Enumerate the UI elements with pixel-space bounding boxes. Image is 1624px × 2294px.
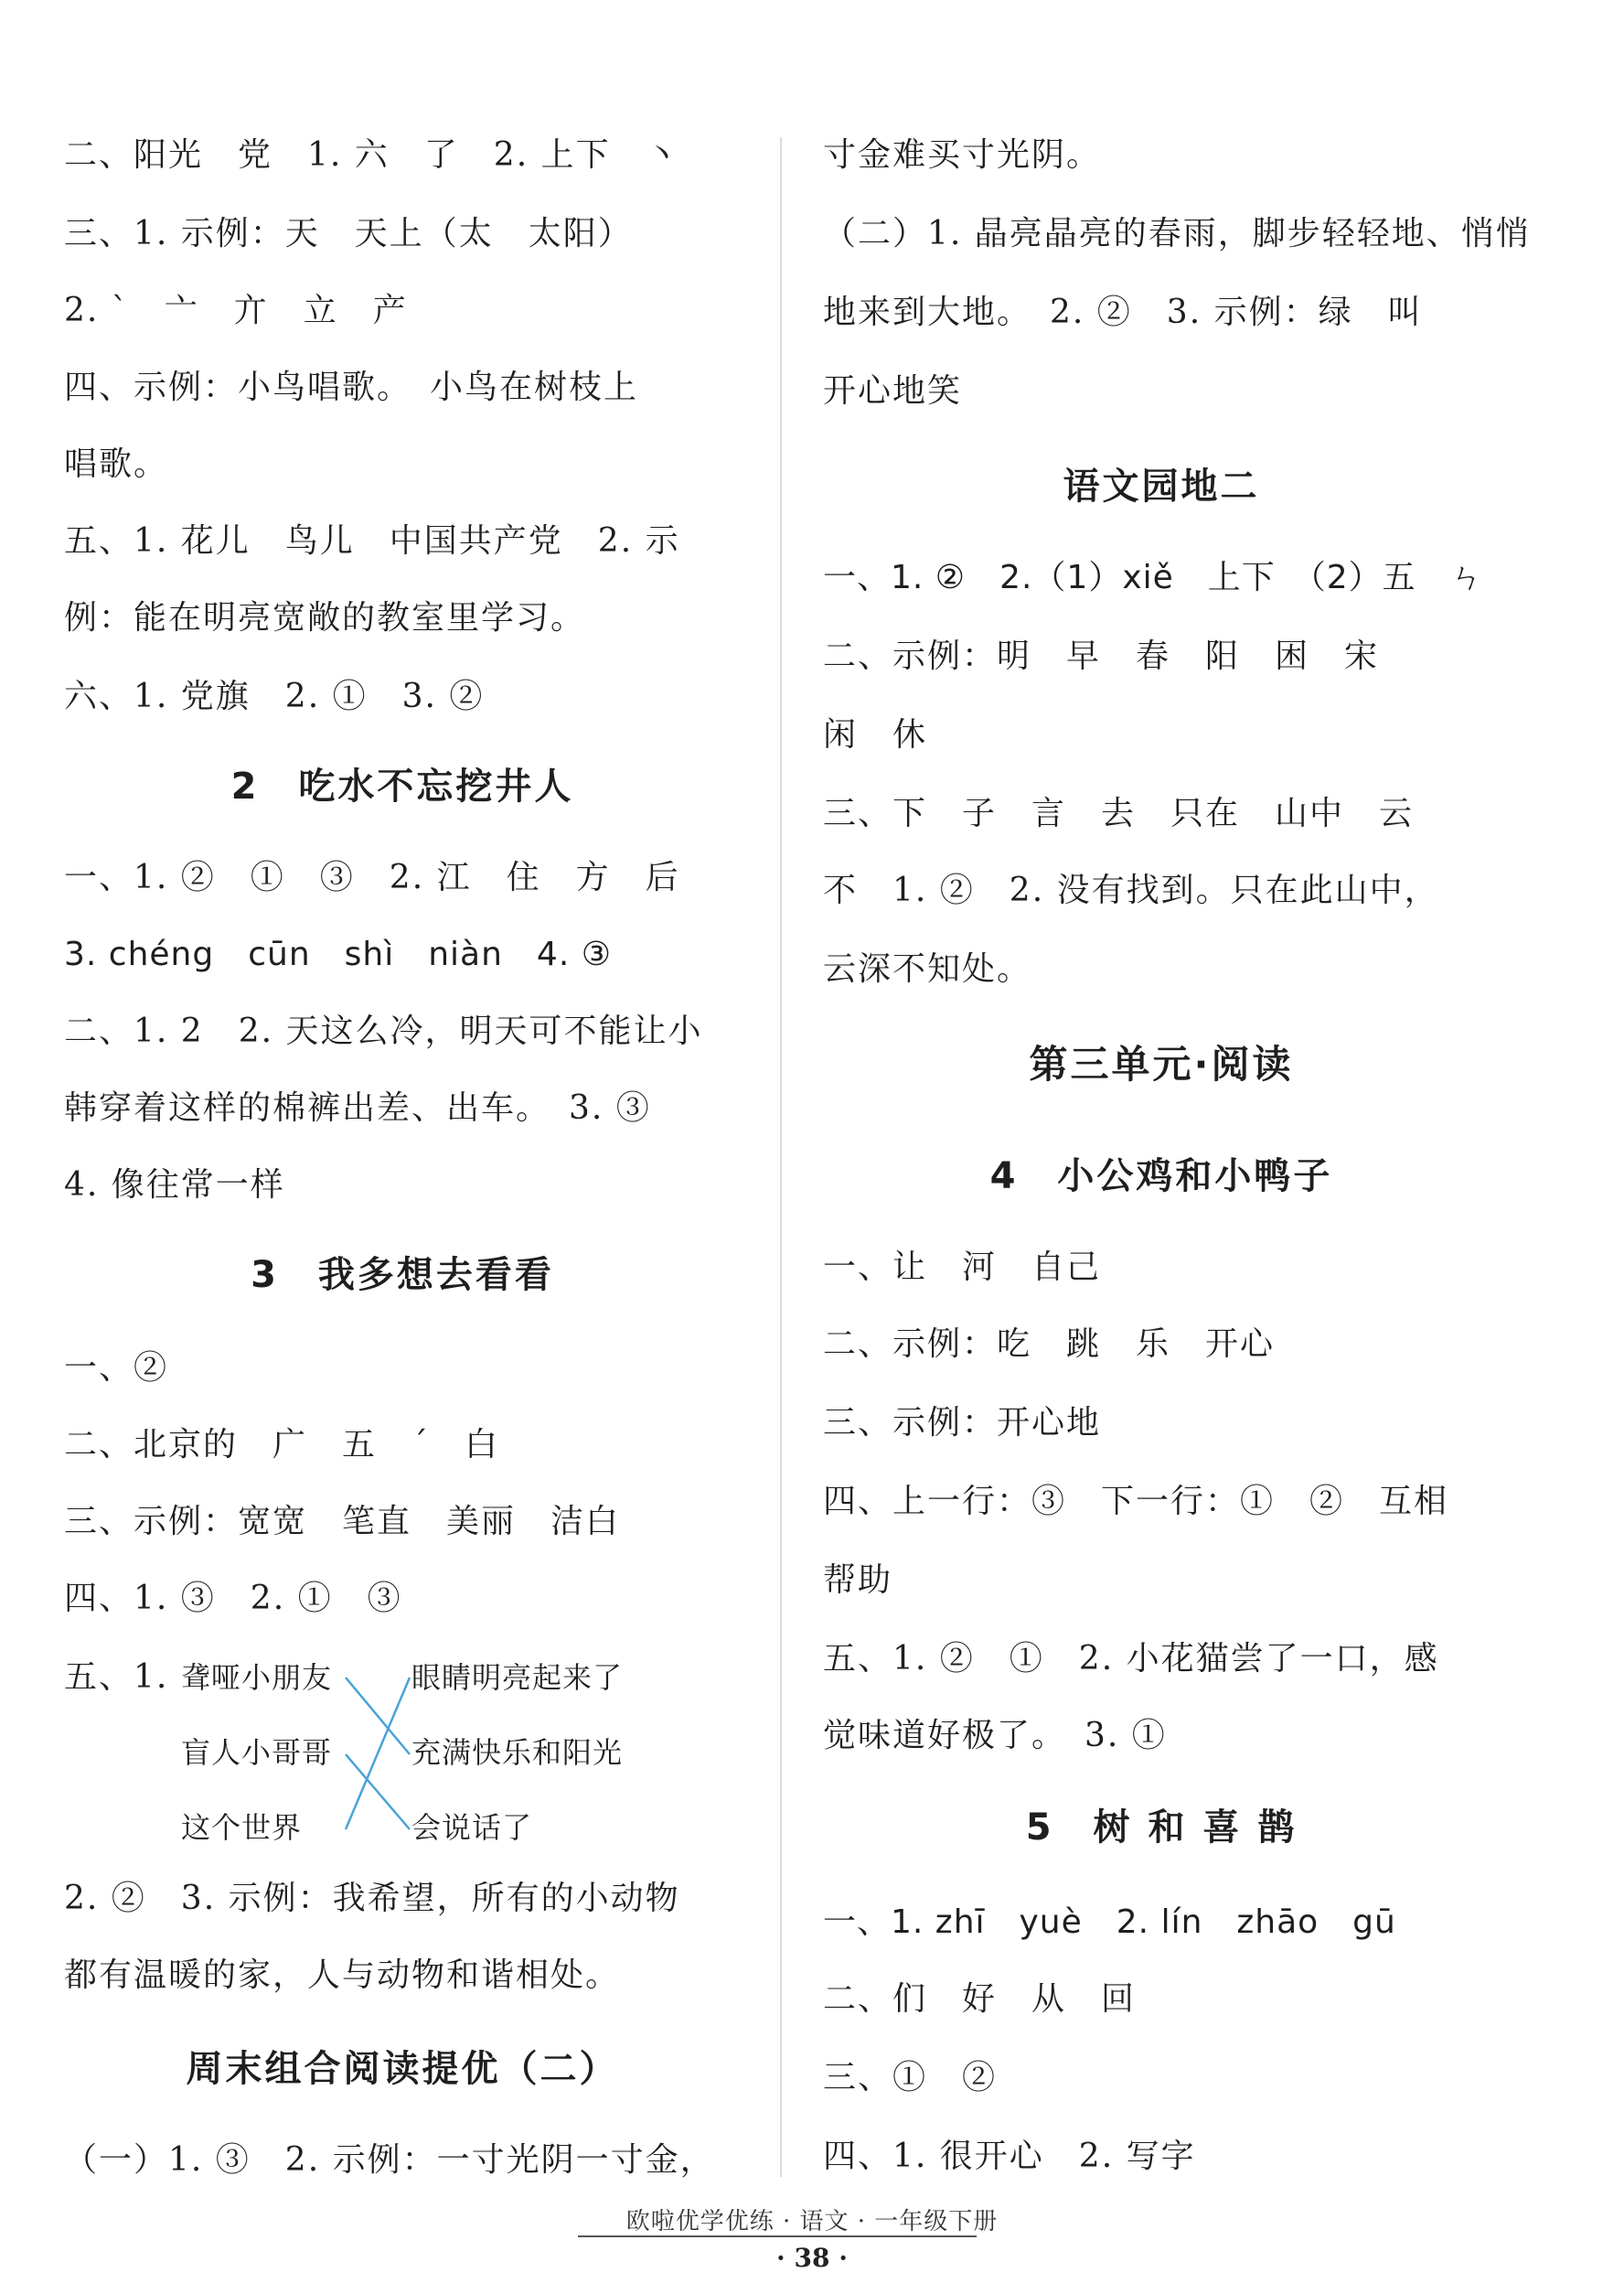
answer-line: 例：能在明亮宽敞的教室里学习。 [64,599,586,637]
answer-line: 3. chéng cūn shì niàn 4. ③ [64,936,612,973]
match-right-item: 充满快乐和阳光 [411,1735,624,1770]
answer-line: 觉味道好极了。 3. ① [823,1717,1167,1754]
answer-line: （一）1. ③ 2. 示例：一寸光阴一寸金， [64,2141,715,2179]
answer-line: 三、下 子 言 去 只在 山中 云 [823,795,1415,832]
answer-line: 五、1. 花儿 鸟儿 中国共产党 2. 示 [64,522,680,560]
answer-line: 三、示例：开心地 [823,1404,1102,1442]
answer-line: 三、① ② [823,2059,998,2096]
answer-line: 五、1. [64,1658,169,1696]
answer-line: 四、1. 很开心 2. 写字 [823,2138,1196,2175]
match-right-item: 会说话了 [411,1810,533,1845]
answer-line: 一、1. zhī yuè 2. lín zhāo gū [823,1903,1396,1941]
answer-line: 二、们 好 从 回 [823,1980,1137,2018]
match-left-item: 这个世界 [181,1810,303,1845]
footer-book-title: 欧啦优学优练 · 语文 · 一年级下册 [625,2208,999,2235]
answer-line: 寸金难买寸光阴。 [823,136,1102,174]
page-number: · 38 · [776,2243,848,2273]
answer-line: 2. ˋ 亠 亣 立 产 [64,292,408,329]
answer-line: （二）1. 晶亮晶亮的春雨，脚步轻轻地、悄悄 [823,215,1531,252]
answer-line: 不 1. ② 2. 没有找到。只在此山中， [823,872,1439,909]
answer-line: 帮助 [823,1561,893,1599]
answer-line: 一、② [64,1349,169,1387]
match-left-item: 盲人小哥哥 [181,1735,333,1770]
answer-line: 四、1. ③ 2. ① ③ [64,1580,402,1617]
answer-line: 云深不知处。 [823,950,1032,988]
match-right-item: 眼睛明亮起来了 [411,1660,624,1695]
answer-line: 四、示例：小鸟唱歌。 小鸟在树枝上 [64,369,639,406]
answer-line: 唱歌。 [64,445,169,483]
column-divider [780,137,782,2177]
section-heading: 2 吃水不忘挖井人 [230,766,574,808]
answer-line: 四、上一行：③ 下一行：① ② 互相 [823,1483,1449,1520]
answer-line: 二、示例：明 早 春 阳 困 宋 [823,638,1380,675]
section-heading: 4 小公鸡和小鸭子 [989,1155,1333,1197]
answer-line: 二、阳光 党 1. 六 了 2. 上下 丶 [64,136,680,174]
answer-line: 二、示例：吃 跳 乐 开心 [823,1325,1276,1363]
unit-heading: 第三单元·阅读 [1029,1042,1294,1087]
section-heading: 3 我多想去看看 [251,1254,554,1296]
section-heading: 周末组合阅读提优（二） [186,2048,619,2090]
footer-rule [578,2235,977,2237]
answer-line: 一、1. ② 2.（1）xiě 上下 （2）五 ㄣ [823,559,1484,596]
answer-line: 三、1. 示例：天 天上（太 太阳） [64,215,633,252]
answer-line: 一、1. ② ① ③ 2. 江 住 方 后 [64,859,680,896]
section-heading: 语文园地二 [1063,466,1260,508]
section-heading: 5 树 和 喜 鹊 [1025,1806,1298,1849]
answer-line: 2. ② 3. 示例：我希望，所有的小动物 [64,1880,680,1917]
answer-line: 一、让 河 自己 [823,1249,1102,1286]
answer-line: 五、1. ② ① 2. 小花猫尝了一口，感 [823,1640,1439,1678]
answer-line: 二、1. 2 2. 天这么冷，明天可不能让小 [64,1013,703,1050]
answer-line: 开心地笑 [823,372,963,410]
answer-line: 闲 休 [823,716,928,754]
answer-line: 都有温暖的家，人与动物和谐相处。 [64,1956,621,1994]
answer-line: 地来到大地。 2. ② 3. 示例：绿 叫 [823,294,1423,331]
matching-lines [64,0,741,2104]
answer-line: 4. 像往常一样 [64,1166,285,1204]
answer-line: 六、1. 党旗 2. ① 3. ② [64,678,485,715]
match-left-item: 聋哑小朋友 [181,1660,333,1695]
answer-line: 二、北京的 广 五 ˊ 白 [64,1426,500,1463]
answer-line: 三、示例：宽宽 笔直 美丽 洁白 [64,1503,621,1540]
answer-line: 韩穿着这样的棉裤出差、出车。 3. ③ [64,1089,651,1127]
